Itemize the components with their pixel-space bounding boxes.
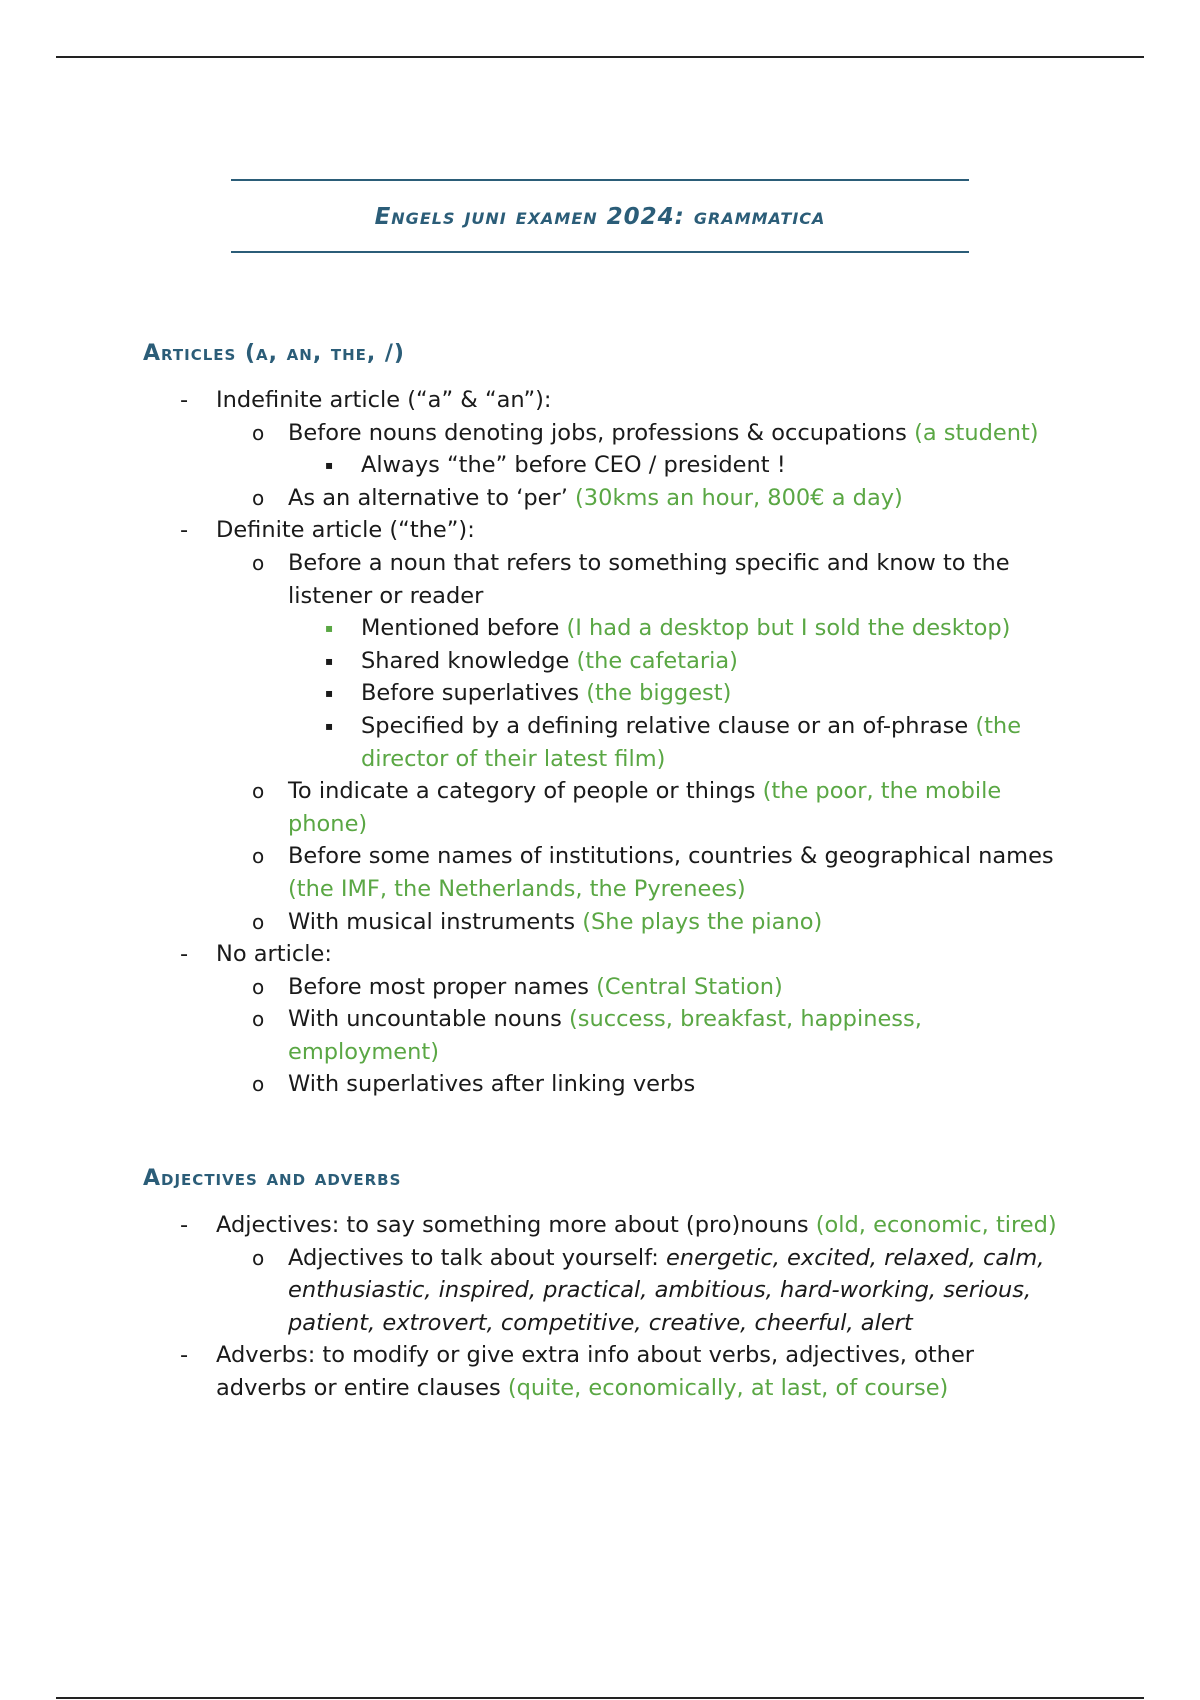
list-item: o With superlatives after linking verbs xyxy=(288,1068,1060,1101)
example-text: (30kms an hour, 800€ a day) xyxy=(575,484,903,511)
circle-bullet: o xyxy=(252,1007,265,1032)
list-item: o Before some names of institutions, countries & geographical names (the IMF, the Netherlands, the Pyrenees) xyxy=(288,840,1060,905)
document-body xyxy=(0,336,1200,1405)
example-text: (quite, economically, at last, of course) xyxy=(507,1375,949,1402)
dash-bullet: - xyxy=(180,517,189,544)
square-bullet: ▪ xyxy=(325,621,334,636)
section-heading-adjectives-adverbs: Adjectives and adverbs xyxy=(143,1166,402,1192)
circle-bullet: o xyxy=(252,779,265,804)
example-text: (the biggest) xyxy=(586,680,732,707)
example-text: (the director of their latest film) xyxy=(361,712,1022,772)
list-item: o Before a noun that refers to something specific and know to the listener or reader ▪ Mentioned before (I had a desktop but I sold the desktop) ▪ Shared knowledge (the cafetaria) ▪ Before superlatives (the biggest) ▪ Specified by a defining relative clause or an of-phrase (the director of their latest film) xyxy=(288,547,1060,775)
example-text: (Central Station) xyxy=(596,973,783,1000)
circle-bullet: o xyxy=(252,420,265,445)
list-item: ▪ Mentioned before (I had a desktop but I sold the desktop) xyxy=(361,612,1050,645)
list-item: o With musical instruments (She plays the piano) xyxy=(288,906,1060,939)
adjective-examples: energetic, excited, relaxed, calm, enthusiastic, inspired, practical, ambitious, hard-working, serious, patient, extrovert, competitive, creative, cheerful, alert xyxy=(288,1244,1045,1336)
square-bullet: ▪ xyxy=(325,653,334,668)
list-item: o As an alternative to ‘per’ (30kms an hour, 800€ a day) xyxy=(288,482,1060,515)
list-item: ▪ Always “the” before CEO / president ! xyxy=(361,449,1050,482)
list-item: - No article: o Before most proper names (Central Station) o With uncountable nouns (success, breakfast, happiness, employment) o With superlatives after linking verbs xyxy=(216,938,1060,1101)
example-text: (the IMF, the Netherlands, the Pyrenees) xyxy=(288,875,746,902)
circle-bullet: o xyxy=(252,974,265,999)
list-item: - Indefinite article (“a” & “an”): o Before nouns denoting jobs, professions & occupations (a student) ▪ Always “the” before CEO / president ! o As an alternative to ‘per’ (30kms an hour, 800€ a day) xyxy=(216,384,1060,514)
title-box xyxy=(231,179,969,253)
section-heading-articles: Articles (a, an, the, /) xyxy=(143,341,405,366)
list-item: - Adjectives: to say something more about (pro)nouns (old, economic, tired) o Adjectives to talk about yourself: energetic, excited, relaxed, calm, enthusiastic, inspired, practical, ambitious, hard-working, serious, patient, extrovert, competitive, creative, cheerful, alert xyxy=(216,1209,1060,1339)
list-item: o With uncountable nouns (success, breakfast, happiness, employment) xyxy=(288,1003,1060,1068)
articles-list xyxy=(0,384,1200,1101)
list-item: - Adverbs: to modify or give extra info about verbs, adjectives, other adverbs or entire clauses (quite, economically, at last, of course) xyxy=(216,1339,1060,1404)
header-rule xyxy=(56,56,1144,58)
square-bullet: ▪ xyxy=(325,686,334,701)
example-text: (the cafetaria) xyxy=(576,647,738,674)
list-item: o Before most proper names (Central Station) xyxy=(288,971,1060,1004)
example-text: (the poor, the mobile phone) xyxy=(288,778,1002,837)
footer-rule xyxy=(56,1697,1144,1699)
circle-bullet: o xyxy=(252,1245,265,1270)
square-bullet: ▪ xyxy=(325,458,334,473)
list-item: ▪ Shared knowledge (the cafetaria) xyxy=(361,645,1050,678)
list-item: - Definite article (“the”): o Before a noun that refers to something specific and know to the listener or reader ▪ Mentioned before (I had a desktop but I sold the desktop) ▪ Shared knowledge (the cafetaria) ▪ Before superlatives (the biggest) ▪ Specified by a defining relative clause or an of-phrase (the director of their latest film) o To indicate a category of people or things (the poor, the mobile phone) o Before some names of institutions, countries & geographical names (the IMF, the Netherlands, the Pyrenees) o With musical instruments (She plays the piano) xyxy=(216,514,1060,938)
square-bullet: ▪ xyxy=(325,718,334,733)
circle-bullet: o xyxy=(252,1072,265,1097)
list-item: o To indicate a category of people or things (the poor, the mobile phone) xyxy=(288,775,1060,840)
dash-bullet: - xyxy=(180,941,189,968)
list-item: ▪ Specified by a defining relative clause or an of-phrase (the director of their latest film) xyxy=(361,710,1050,775)
circle-bullet: o xyxy=(252,485,265,510)
dash-bullet: - xyxy=(180,1212,189,1239)
example-text: (old, economic, tired) xyxy=(815,1212,1057,1239)
list-item: o Before nouns denoting jobs, professions & occupations (a student) ▪ Always “the” before CEO / president ! xyxy=(288,417,1060,482)
adjectives-adverbs-list xyxy=(0,1209,1200,1405)
circle-bullet: o xyxy=(252,909,265,934)
dash-bullet: - xyxy=(180,387,189,413)
dash-bullet: - xyxy=(180,1342,189,1369)
circle-bullet: o xyxy=(252,844,265,869)
document-title: Engels juni examen 2024: grammatica xyxy=(374,204,826,230)
example-text: (I had a desktop but I sold the desktop) xyxy=(566,615,1011,642)
example-text: (She plays the piano) xyxy=(582,908,823,935)
list-item: o Adjectives to talk about yourself: energetic, excited, relaxed, calm, enthusiastic, inspired, practical, ambitious, hard-working, serious, patient, extrovert, competitive, creative, cheerful, alert xyxy=(288,1242,1060,1340)
list-item: ▪ Before superlatives (the biggest) xyxy=(361,677,1050,710)
circle-bullet: o xyxy=(252,550,265,575)
example-text: (a student) xyxy=(914,419,1039,446)
example-text: (success, breakfast, happiness, employment) xyxy=(288,1006,922,1065)
